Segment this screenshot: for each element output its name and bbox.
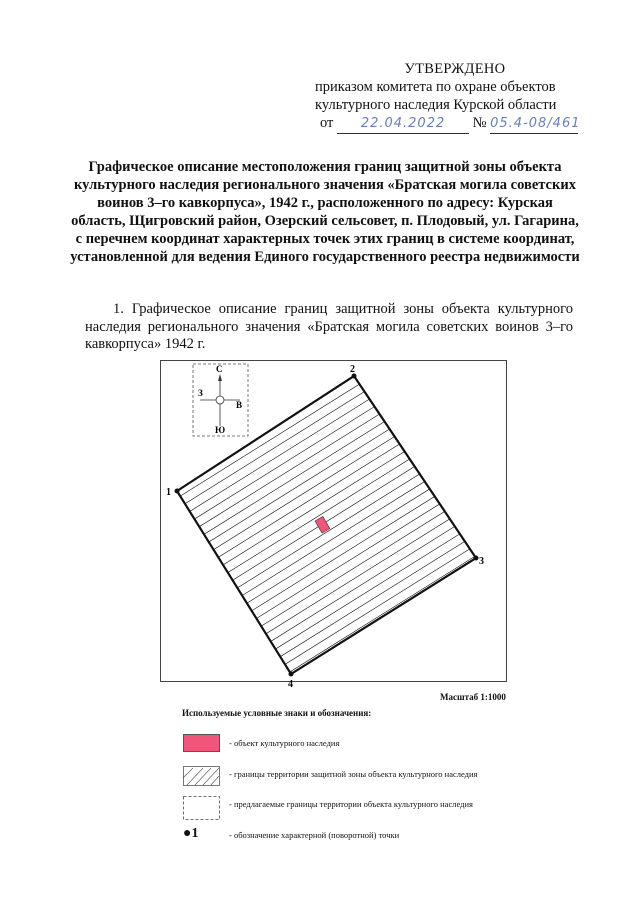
legend-swatch-dashed-icon [183,796,220,820]
boundary-map [160,360,507,690]
approval-number: 05.4-08/461 [490,116,581,131]
number-sign: № [472,115,487,131]
point-3-marker [474,556,479,561]
compass-rose [193,364,248,436]
point-4-marker [289,672,294,677]
point-4-label: 4 [288,679,293,690]
hatch-line [534,360,640,700]
point-2-label: 2 [350,364,355,375]
legend-text-protective-zone: - границы территории защитной зоны объекта культурного наследия [229,769,478,779]
legend-point-symbol [183,828,198,839]
approval-line-1: приказом комитета по охране объектов [315,79,556,95]
document-title: Графическое описание местоположения границ защитной зоны объекта культурного наследия регионального значения «Братская могила советских воинов 3–го кавкорпуса», 1942 г., расположенного по адресу: Курская область, Щигровский район, Озерский сельсовет, п. Плодовый, ул. Гагарина, с перечнем координат характерных точек этих границ в системе координат, установленной для ведения Единого государственного реестра недвижимости [70,159,580,265]
from-label: от [320,115,334,131]
hatch-line [551,360,640,700]
point-3-label: 3 [479,556,484,567]
compass-east: В [236,400,243,410]
compass-north: С [216,364,223,374]
approval-stamp [300,60,600,134]
compass-south: Ю [215,425,226,435]
approval-heading: УТВЕРЖДЕНО [404,61,506,77]
legend-text-heritage-object: - объект культурного наследия [229,738,340,748]
legend-point-number: 1 [191,826,199,841]
legend-title: Используемые условные знаки и обозначения: [182,708,372,718]
point-dot-icon: ● [183,826,192,841]
approval-date: 22.04.2022 [360,116,446,131]
hatch-line [500,360,640,700]
legend-text-proposed-boundary: - предлагаемые границы территории объекта культурного наследия [229,799,473,809]
legend-text-point: - обозначение характерной (поворотной) точки [229,830,400,840]
approval-line-2: культурного наследия Курской области [315,97,557,113]
point-1-marker [175,489,180,494]
compass-west: З [198,388,203,398]
map-scale: Масштаб 1:1000 [440,692,506,702]
section-paragraph: 1. Графическое описание границ защитной зоны объекта культурного наследия регионального значения «Братская могила советских воинов 3–го кавкорпуса» 1942 г. [85,301,573,352]
point-1-label: 1 [166,487,171,498]
approval-date-number [300,114,600,134]
hatch-line [517,360,640,700]
legend-swatch-hatch-icon [183,766,220,786]
legend-swatch-heritage-object [183,734,220,752]
